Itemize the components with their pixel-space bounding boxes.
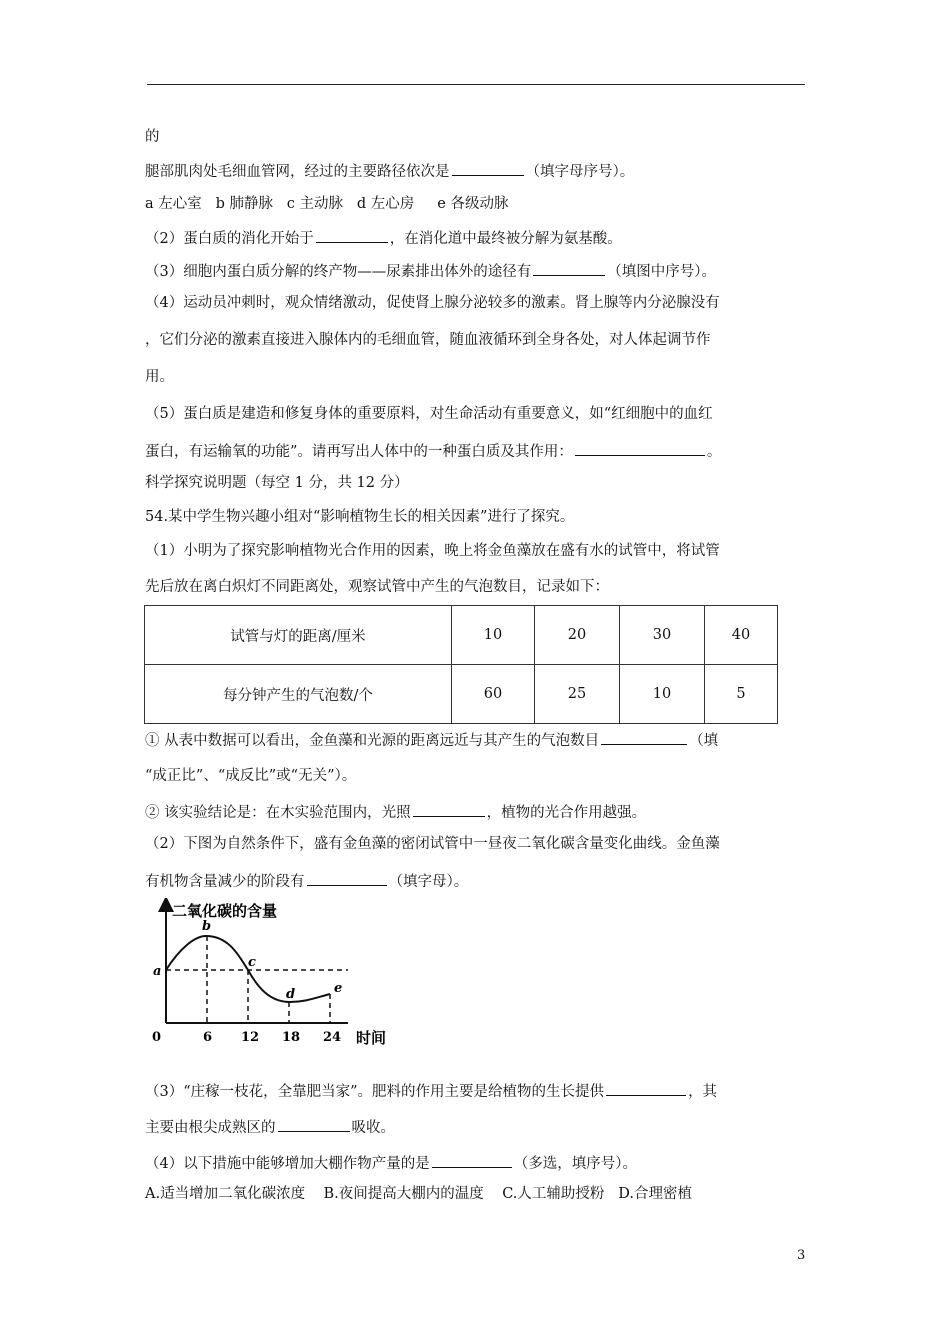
answer-blank[interactable] (413, 801, 485, 817)
text-line: （4）运动员冲刺时，观众情绪激动，促使肾上腺分泌较多的激素。肾上腺等内分泌腺没有 (145, 295, 720, 311)
text-line: 用。 (145, 369, 174, 385)
co2-chart (140, 898, 400, 1056)
answer-blank[interactable] (606, 1080, 686, 1096)
text-line: 的 (145, 129, 160, 145)
section-heading: 科学探究说明题（每空 1 分，共 12 分） (145, 475, 409, 491)
text-line: 主要由根尖成熟区的 吸收。 (145, 1116, 395, 1138)
point-label-b: b (202, 919, 212, 934)
table-cell: 25 (535, 665, 620, 724)
answer-blank[interactable] (601, 729, 687, 745)
table-row (145, 665, 778, 724)
text-line: （2）下图为自然条件下，盛有金鱼藻的密闭试管中一昼夜二氧化碳含量变化曲线。金鱼藻 (145, 836, 720, 852)
text-line: （4）以下措施中能够增加大棚作物产量的是 （多选，填序号）。 (145, 1152, 637, 1174)
answer-blank[interactable] (278, 1116, 350, 1132)
text-line: 蛋白，有运输氧的功能”。请再写出人体中的一种蛋白质及其作用： 。 (145, 440, 721, 462)
table-cell: 60 (452, 665, 535, 724)
text-line: 腿部肌肉处毛细血管网，经过的主要路径依次是 （填字母序号）。 (145, 160, 634, 182)
answer-blank[interactable] (533, 260, 605, 276)
answer-blank[interactable] (575, 440, 705, 456)
table-cell: 每分钟产生的气泡数/个 (145, 665, 452, 724)
x-tick-label: 6 (203, 1030, 213, 1045)
x-axis-label: 时间 (356, 1029, 387, 1047)
y-axis-label: 二氧化碳的含量 (172, 902, 278, 920)
answer-blank[interactable] (316, 227, 388, 243)
table-cell: 40 (705, 606, 778, 665)
text-line: （3）“庄稼一枝花，全靠肥当家”。肥料的作用主要是给植物的生长提供 ，其 (145, 1080, 717, 1102)
x-tick-label: 12 (241, 1030, 260, 1045)
x-tick-label: 18 (282, 1030, 301, 1045)
question-title: 54.某中学生物兴趣小组对“影响植物生长的相关因素”进行了探究。 (145, 509, 575, 525)
text-line: ② 该实验结论是：在木实验范围内，光照 ，植物的光合作用越强。 (145, 801, 646, 823)
answer-blank[interactable] (432, 1152, 512, 1168)
text-line: （3）细胞内蛋白质分解的终产物——尿素排出体外的途径有 （填图中序号）。 (145, 260, 716, 282)
text-line: ① 从表中数据可以看出，金鱼藻和光源的距离远近与其产生的气泡数目 （填 (145, 729, 718, 751)
table-cell: 5 (705, 665, 778, 724)
text-line: 有机物含量减少的阶段有 （填字母）。 (145, 870, 468, 892)
text-line: ，它们分泌的激素直接进入腺体内的毛细血管，随血液循环到全身各处，对人体起调节作 (145, 332, 711, 348)
text-line: （5）蛋白质是建造和修复身体的重要原料，对生命活动有重要意义，如“红细胞中的血红 (145, 406, 713, 422)
point-label-d: d (286, 987, 296, 1002)
table-cell: 试管与灯的距离/厘米 (145, 606, 452, 665)
table-cell: 10 (620, 665, 705, 724)
page-number: 3 (797, 1248, 806, 1263)
table-row (145, 606, 778, 665)
header-rule (147, 84, 805, 85)
text-line: 先后放在离白炽灯不同距离处，观察试管中产生的气泡数目，记录如下： (145, 579, 609, 595)
data-table (144, 605, 778, 724)
text-line: “成正比”、“成反比”或“无关”）。 (145, 768, 357, 784)
text-line: A.适当增加二氧化碳浓度 B.夜间提高大棚内的温度 C.人工辅助授粉 D.合理密植 (145, 1186, 692, 1202)
x-tick-label: 24 (323, 1030, 342, 1045)
table-cell: 30 (620, 606, 705, 665)
origin-label: 0 (152, 1030, 162, 1045)
point-label-a: a (153, 964, 162, 979)
text-line: a 左心室 b 肺静脉 c 主动脉 d 左心房 e 各级动脉 (145, 196, 509, 212)
point-label-e: e (334, 981, 343, 996)
table-cell: 20 (535, 606, 620, 665)
text-line: （2）蛋白质的消化开始于 ，在消化道中最终被分解为氨基酸。 (145, 227, 622, 249)
answer-blank[interactable] (307, 870, 387, 886)
answer-blank[interactable] (452, 160, 524, 176)
text-line: （1）小明为了探究影响植物光合作用的因素，晚上将金鱼藻放在盛有水的试管中，将试管 (145, 543, 720, 559)
point-label-c: c (248, 955, 256, 970)
table-cell: 10 (452, 606, 535, 665)
